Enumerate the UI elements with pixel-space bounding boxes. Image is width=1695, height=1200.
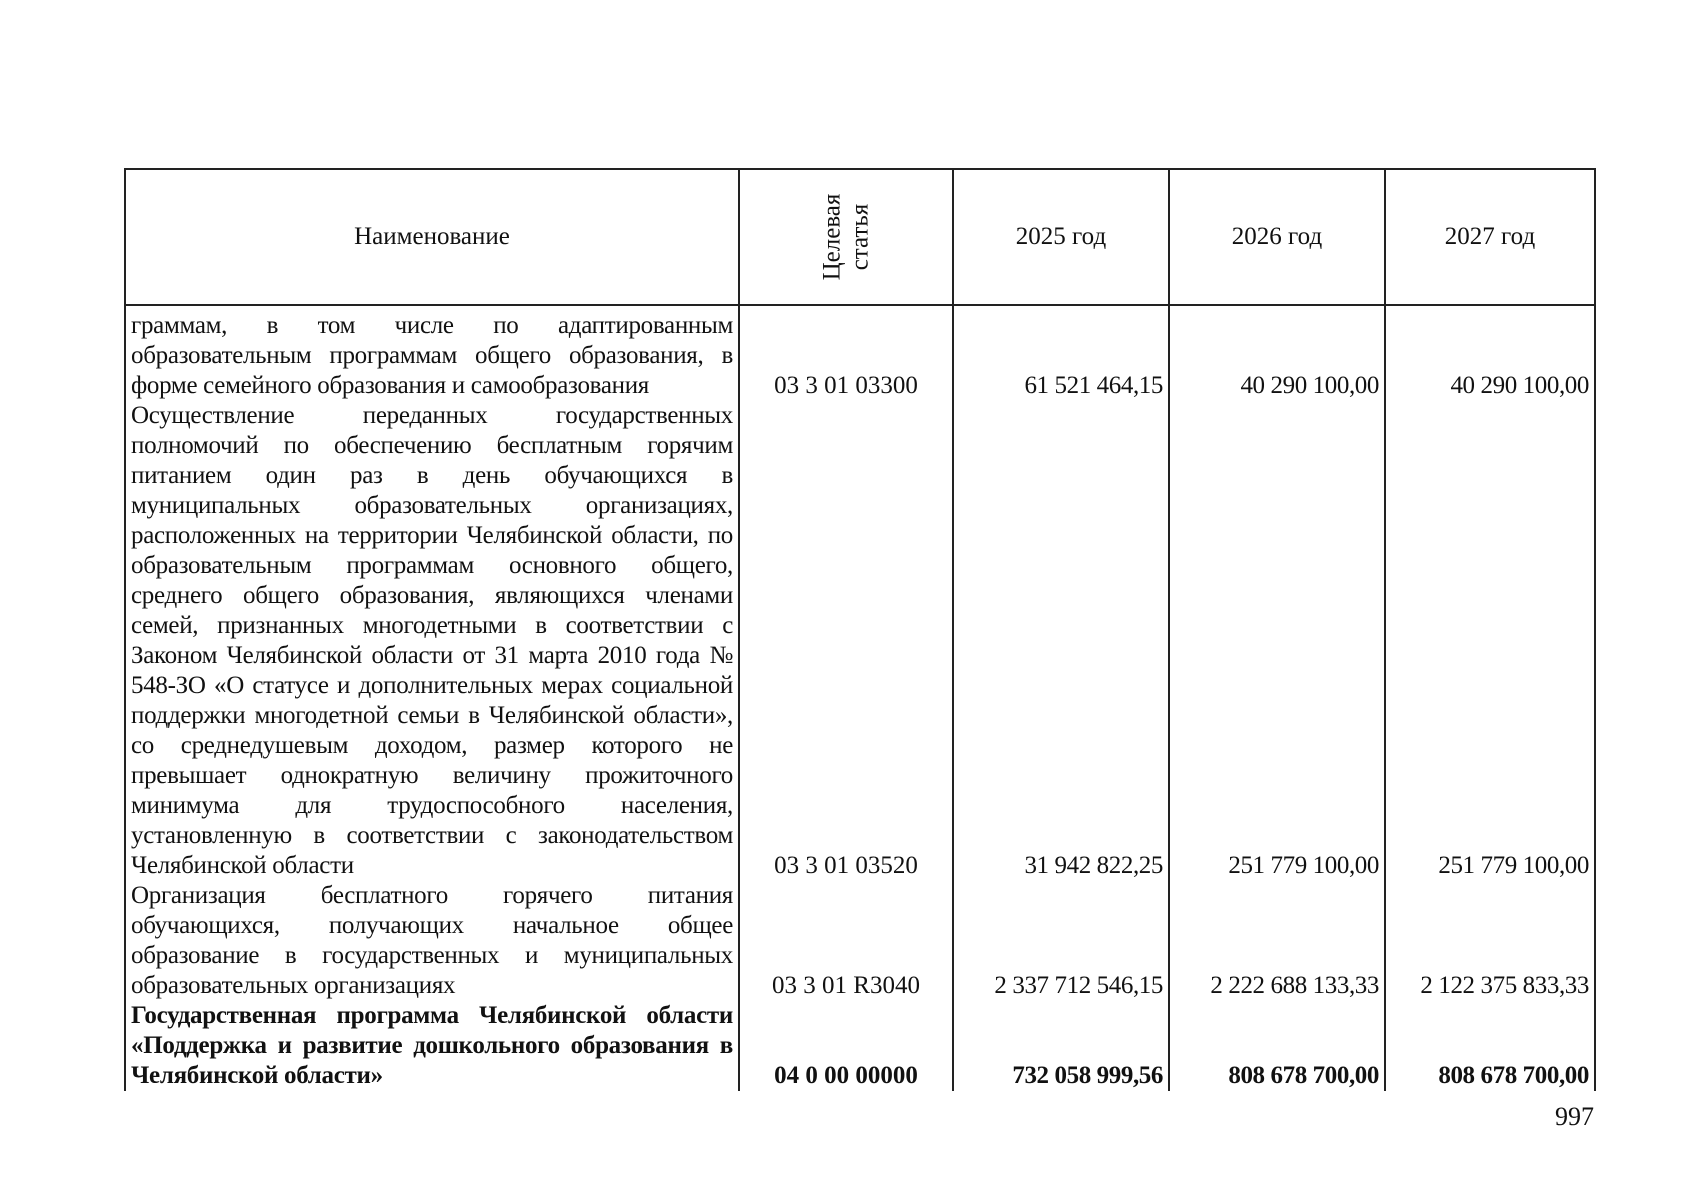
row-target-article: 03 3 01 03300: [739, 305, 953, 401]
header-year-2025: 2025 год: [953, 169, 1169, 305]
page-number: 997: [1555, 1102, 1594, 1131]
row-value-2026: 808 678 700,00: [1169, 1001, 1385, 1091]
row-target-article: 03 3 01 03520: [739, 401, 953, 881]
row-value-2025: 31 942 822,25: [953, 401, 1169, 881]
row-value-2026: 40 290 100,00: [1169, 305, 1385, 401]
header-name: Наименование: [125, 169, 739, 305]
row-value-2026: 2 222 688 133,33: [1169, 881, 1385, 1001]
header-target-article-line1: Целевая: [817, 193, 845, 281]
row-target-article: 03 3 01 R3040: [739, 881, 953, 1001]
row-value-2027: 251 779 100,00: [1385, 401, 1595, 881]
budget-table-sheet: [124, 168, 1594, 1091]
row-target-article: 04 0 00 00000: [739, 1001, 953, 1091]
row-name: граммам, в том числе по адаптированным образовательным программам общего образования, в форме семейного образования и самообразования: [125, 305, 739, 401]
header-year-2026: 2026 год: [1169, 169, 1385, 305]
row-value-2025: 732 058 999,56: [953, 1001, 1169, 1091]
header-target-article-label: [818, 194, 874, 281]
row-value-2026: 251 779 100,00: [1169, 401, 1385, 881]
table-row-program-total: [125, 1001, 1595, 1091]
header-year-2027: 2027 год: [1385, 169, 1595, 305]
budget-table: [124, 168, 1596, 1091]
table-header-row: [125, 169, 1595, 305]
row-value-2025: 2 337 712 546,15: [953, 881, 1169, 1001]
table-row: [125, 401, 1595, 881]
row-name: Организация бесплатного горячего питания обучающихся, получающих начальное общее образование в государственных и муниципальных образовательных организациях: [125, 881, 739, 1001]
row-value-2027: 40 290 100,00: [1385, 305, 1595, 401]
table-row: [125, 305, 1595, 401]
row-name: Осуществление переданных государственных полномочий по обеспечению бесплатным горячим питанием один раз в день обучающихся в муниципальных образовательных организациях, расположенных на территории Челябинской области, по образовательным программам основного общего, среднего общего образования, являющихся членами семей, признанных многодетными в соответствии с Законом Челябинской области от 31 марта 2010 года № 548-ЗО «О статусе и дополнительных мерах социальной поддержки многодетной семьи в Челябинской области», со среднедушевым доходом, размер которого не превышает однократную величину прожиточного минимума для трудоспособного населения, установленную в соответствии с законодательством Челябинской области: [125, 401, 739, 881]
header-target-article: [739, 169, 953, 305]
table-row: [125, 881, 1595, 1001]
row-value-2027: 808 678 700,00: [1385, 1001, 1595, 1091]
header-target-article-line2: статья: [845, 203, 873, 271]
row-value-2025: 61 521 464,15: [953, 305, 1169, 401]
row-value-2027: 2 122 375 833,33: [1385, 881, 1595, 1001]
row-name: Государственная программа Челябинской области «Поддержка и развитие дошкольного образования в Челябинской области»: [125, 1001, 739, 1091]
